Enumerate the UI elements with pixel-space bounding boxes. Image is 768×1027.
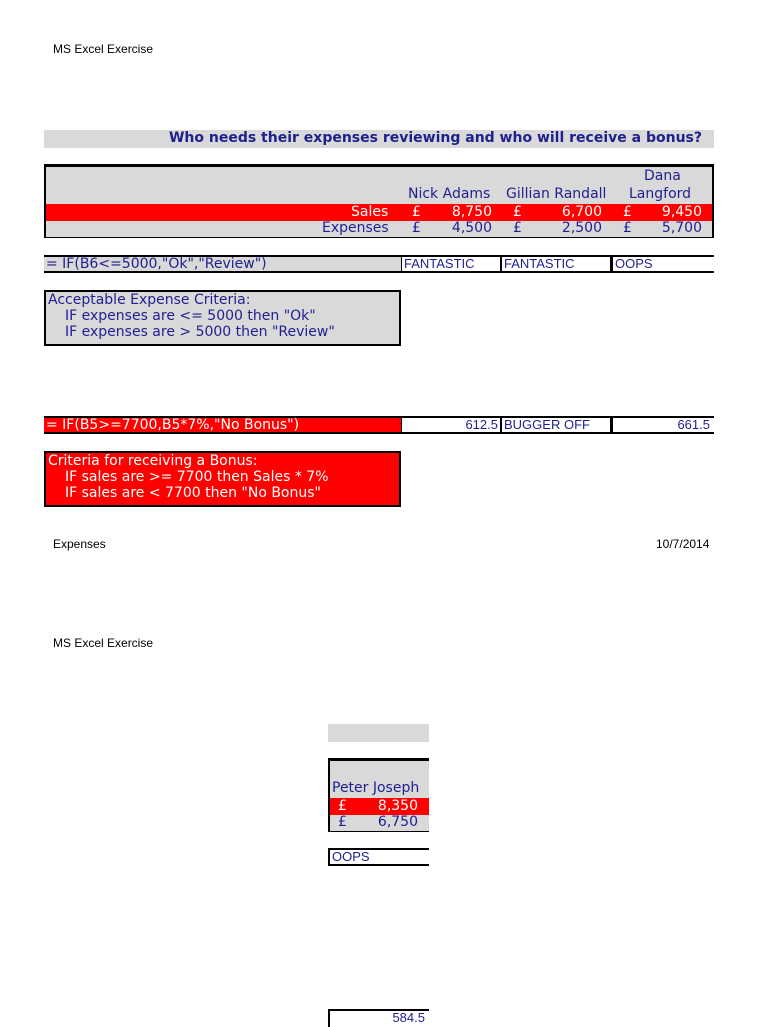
bonus-result-peter[interactable]: 584.5 bbox=[328, 1009, 429, 1027]
sales-label: Sales bbox=[351, 204, 389, 220]
currency-symbol: £ bbox=[412, 220, 421, 236]
bonus-result-nick[interactable]: 612.5 bbox=[401, 416, 501, 434]
data-table-continued bbox=[328, 758, 429, 832]
expenses-peter[interactable]: 6,750 bbox=[377, 814, 418, 830]
name-gillian-randall[interactable]: Gillian Randall bbox=[506, 186, 607, 202]
title-bar bbox=[44, 130, 714, 148]
review-formula-cell[interactable]: = IF(B6<=5000,"Ok","Review") bbox=[44, 255, 401, 273]
expenses-gillian[interactable]: 2,500 bbox=[561, 220, 602, 236]
review-result-gillian[interactable]: FANTASTIC bbox=[501, 255, 611, 273]
bonus-result-gillian[interactable]: BUGGER OFF bbox=[501, 416, 611, 434]
review-result-peter[interactable]: OOPS bbox=[328, 848, 429, 866]
currency-symbol: £ bbox=[338, 798, 347, 814]
expense-criteria-box bbox=[44, 290, 401, 346]
footer-sheet-name: Expenses bbox=[53, 537, 106, 551]
expenses-dana[interactable]: 5,700 bbox=[661, 220, 702, 236]
bonus-criteria-line: IF sales are < 7700 then "No Bonus" bbox=[65, 485, 321, 501]
currency-symbol: £ bbox=[623, 204, 632, 220]
title-bar-continued bbox=[328, 724, 429, 742]
bonus-criteria-heading: Criteria for receiving a Bonus: bbox=[48, 453, 258, 469]
data-table bbox=[44, 164, 714, 238]
expense-criteria-heading: Acceptable Expense Criteria: bbox=[48, 292, 251, 308]
name-header-row bbox=[46, 167, 712, 204]
bonus-result-dana[interactable]: 661.5 bbox=[611, 416, 714, 434]
expense-criteria-line: IF expenses are <= 5000 then "Ok" bbox=[65, 308, 316, 324]
sales-nick[interactable]: 8,750 bbox=[451, 204, 492, 220]
bonus-criteria-box bbox=[44, 451, 401, 507]
currency-symbol: £ bbox=[623, 220, 632, 236]
review-result-dana[interactable]: OOPS bbox=[611, 255, 714, 273]
name-peter-joseph[interactable]: Peter Joseph bbox=[332, 780, 420, 796]
page-header: MS Excel Exercise bbox=[53, 42, 154, 56]
sales-gillian[interactable]: 6,700 bbox=[561, 204, 602, 220]
sheet-title: Who needs their expenses reviewing and who will receive a bonus? bbox=[168, 130, 702, 146]
expenses-label: Expenses bbox=[322, 220, 389, 236]
expenses-nick[interactable]: 4,500 bbox=[451, 220, 492, 236]
expense-criteria-line: IF expenses are > 5000 then "Review" bbox=[65, 324, 335, 340]
currency-symbol: £ bbox=[412, 204, 421, 220]
name-langford[interactable]: Langford bbox=[629, 186, 692, 202]
sales-dana[interactable]: 9,450 bbox=[661, 204, 702, 220]
name-nick-adams[interactable]: Nick Adams bbox=[408, 186, 491, 202]
sales-peter[interactable]: 8,350 bbox=[377, 798, 418, 814]
currency-symbol: £ bbox=[513, 220, 522, 236]
name-dana[interactable]: Dana bbox=[644, 168, 681, 184]
currency-symbol: £ bbox=[338, 814, 347, 830]
bonus-formula-cell[interactable]: = IF(B5>=7700,B5*7%,"No Bonus") bbox=[44, 416, 401, 434]
currency-symbol: £ bbox=[513, 204, 522, 220]
page-header: MS Excel Exercise bbox=[53, 636, 154, 650]
review-result-nick[interactable]: FANTASTIC bbox=[401, 255, 501, 273]
bonus-criteria-line: IF sales are >= 7700 then Sales * 7% bbox=[65, 469, 329, 485]
footer-date: 10/7/2014 bbox=[656, 537, 710, 551]
